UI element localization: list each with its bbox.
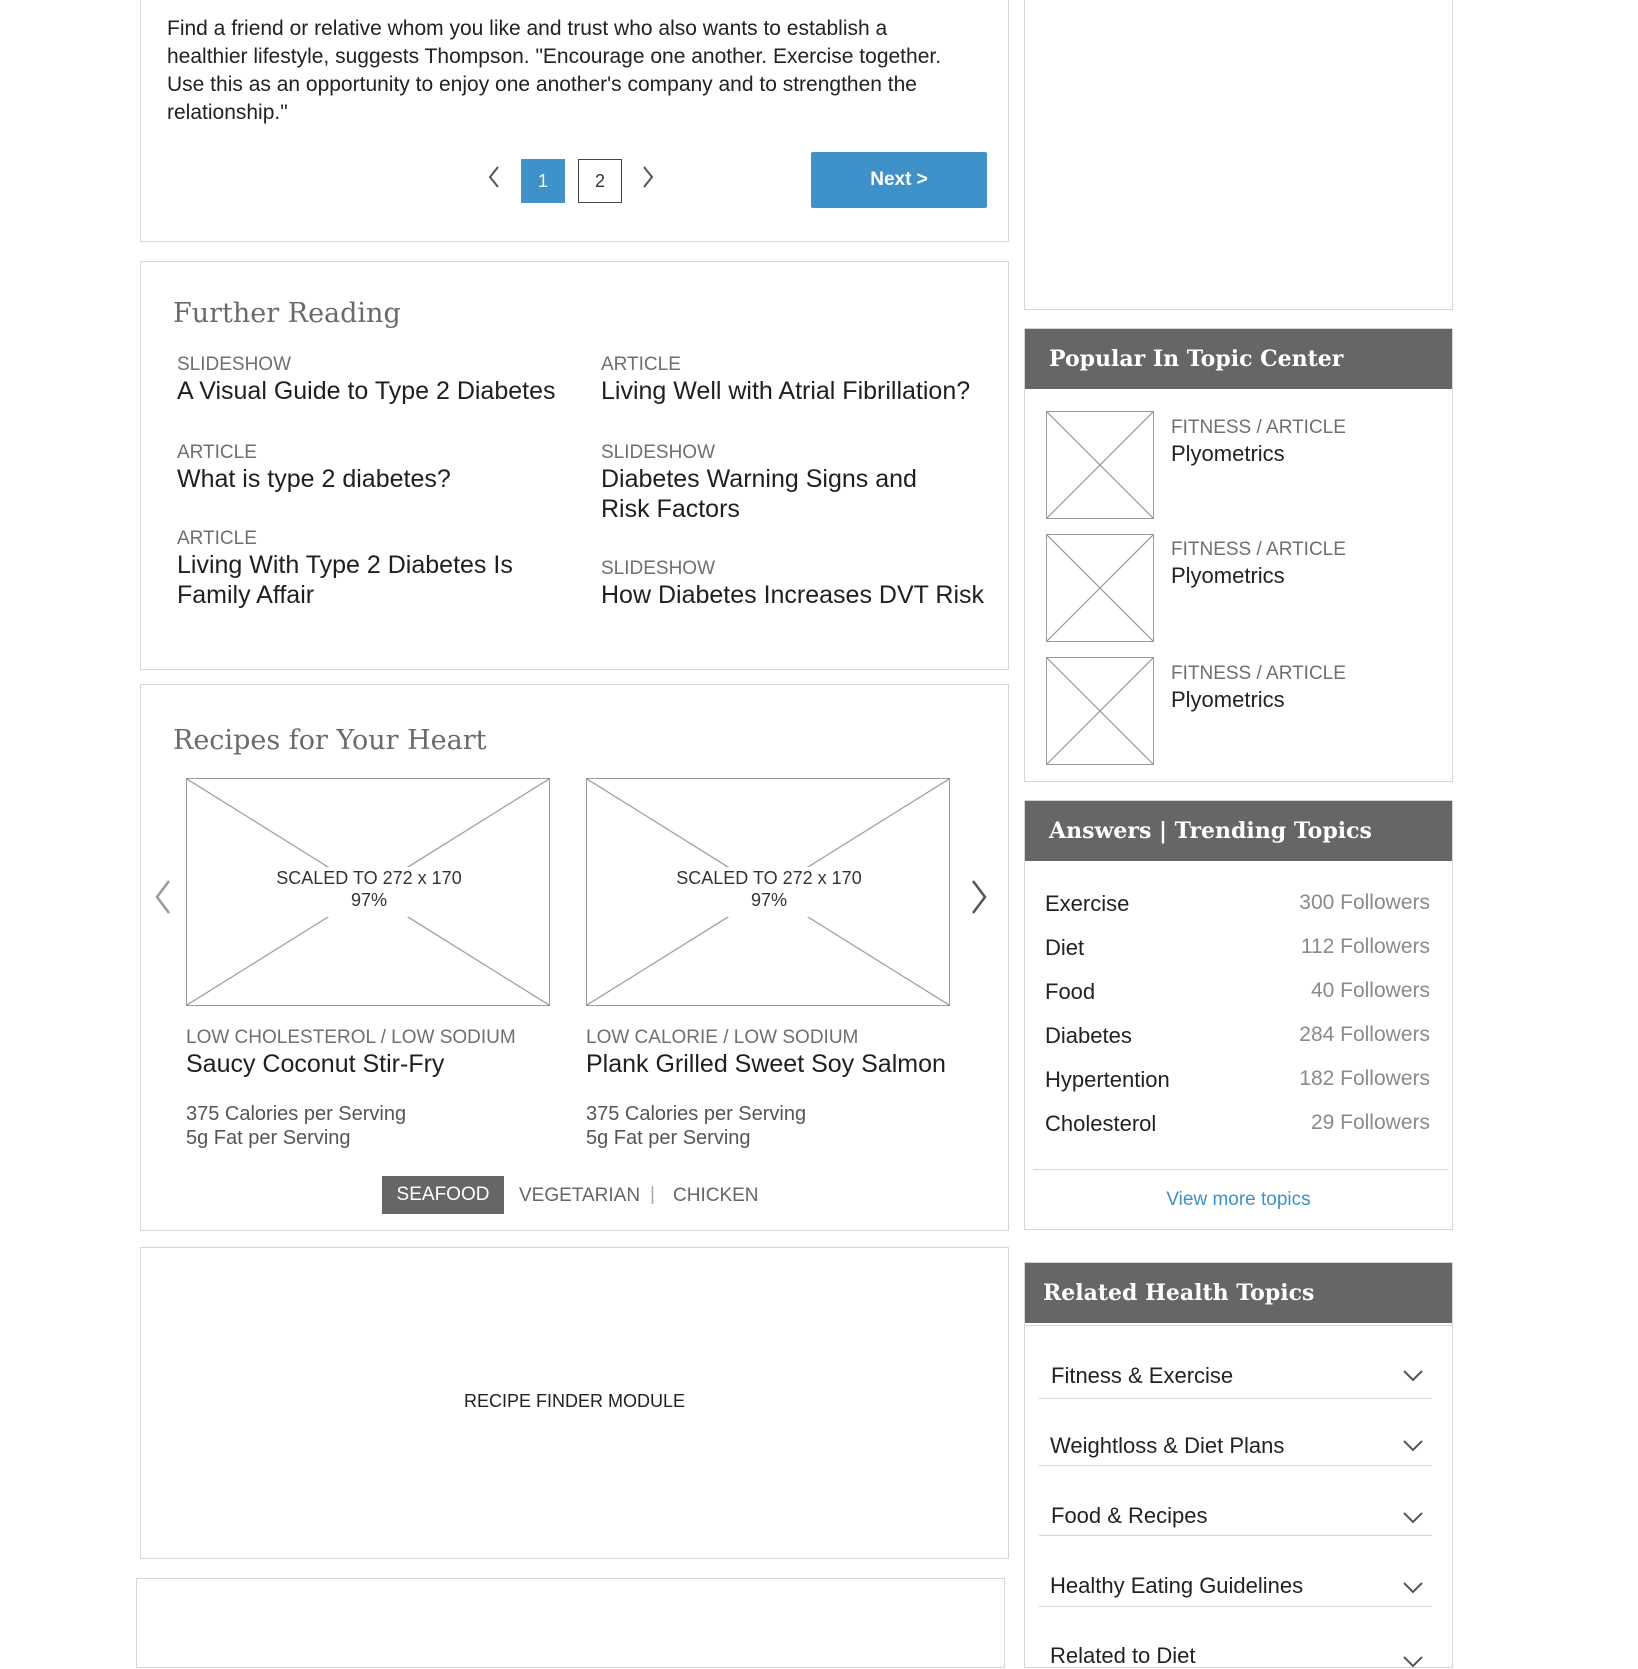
topic-name[interactable]: Diet [1045, 935, 1085, 960]
further-reading-box [140, 261, 1009, 670]
popular-kicker: FITNESS / ARTICLE [1171, 539, 1346, 560]
carousel-next-icon[interactable] [969, 879, 989, 915]
next-button[interactable]: Next > [811, 152, 987, 208]
accordion-label[interactable]: Related to Diet [1050, 1643, 1196, 1668]
popular-title[interactable]: Plyometrics [1171, 687, 1285, 712]
topic-followers: 284 Followers [1299, 1023, 1430, 1046]
topic-name[interactable]: Exercise [1045, 891, 1130, 916]
chevron-down-icon[interactable] [1402, 1655, 1424, 1669]
recipe-finder-module[interactable] [140, 1247, 1009, 1559]
recipe-title[interactable]: Plank Grilled Sweet Soy Salmon [586, 1050, 946, 1078]
recipe-image-placeholder[interactable] [586, 778, 950, 1006]
reading-item-type: SLIDESHOW [601, 558, 716, 579]
reading-item-type: ARTICLE [177, 528, 257, 549]
reading-item-type: ARTICLE [601, 354, 681, 375]
reading-item-type: SLIDESHOW [601, 442, 716, 463]
image-placeholder-icon [1047, 535, 1153, 641]
chevron-down-icon[interactable] [1402, 1581, 1424, 1595]
recipe-calories: 375 Calories per Serving [586, 1103, 807, 1125]
reading-item-title[interactable]: A Visual Guide to Type 2 Diabetes [177, 377, 556, 405]
recipe-tags: LOW CALORIE / LOW SODIUM [586, 1027, 859, 1048]
trending-heading: Answers | Trending Topics [1025, 801, 1452, 861]
chevron-down-icon[interactable] [1402, 1439, 1424, 1453]
reading-item-title[interactable]: How Diabetes Increases DVT Risk [601, 581, 985, 609]
popular-thumbnail[interactable] [1046, 657, 1154, 765]
placeholder-label [669, 867, 869, 917]
accordion-divider [1039, 1398, 1432, 1399]
accordion-label[interactable]: Weightloss & Diet Plans [1050, 1433, 1285, 1458]
popular-box [1024, 328, 1453, 782]
trending-box [1024, 800, 1453, 1230]
accordion-divider [1039, 1465, 1432, 1466]
recipe-fat: 5g Fat per Serving [186, 1127, 351, 1149]
popular-title[interactable]: Plyometrics [1171, 441, 1285, 466]
reading-item-title[interactable]: Living Well with Atrial Fibrillation? [601, 377, 971, 405]
filter-separator: | [650, 1184, 655, 1205]
reading-item-title[interactable]: What is type 2 diabetes? [177, 465, 451, 493]
topic-followers: 300 Followers [1299, 891, 1430, 914]
related-box [1024, 1262, 1453, 1668]
popular-kicker: FITNESS / ARTICLE [1171, 663, 1346, 684]
reading-item-title[interactable]: Living With Type 2 Diabetes Is Family Affair [177, 551, 513, 609]
page-button-2[interactable]: 2 [578, 159, 622, 203]
related-heading: Related Health Topics [1025, 1263, 1452, 1323]
recipe-fat: 5g Fat per Serving [586, 1127, 751, 1149]
image-placeholder-icon [1047, 412, 1153, 518]
accordion-label[interactable]: Fitness & Exercise [1051, 1363, 1234, 1388]
filter-seafood[interactable]: SEAFOOD [382, 1176, 504, 1214]
next-page-icon[interactable] [641, 165, 655, 189]
placeholder-size: SCALED TO 272 x 170 [276, 868, 462, 888]
topic-followers: 112 Followers [1300, 935, 1430, 958]
accordion-label[interactable]: Food & Recipes [1051, 1503, 1208, 1528]
chevron-down-icon[interactable] [1402, 1511, 1424, 1525]
recipe-tags: LOW CHOLESTEROL / LOW SODIUM [186, 1027, 516, 1048]
accordion-divider [1039, 1535, 1432, 1536]
filter-chicken[interactable]: CHICKEN [673, 1185, 759, 1206]
recipe-image-placeholder[interactable] [186, 778, 550, 1006]
recipes-heading: Recipes for Your Heart [173, 725, 487, 756]
recipes-box [140, 684, 1009, 1231]
prev-page-icon[interactable] [487, 165, 501, 189]
topic-name[interactable]: Diabetes [1045, 1023, 1132, 1048]
popular-thumbnail[interactable] [1046, 534, 1154, 642]
reading-item-type: ARTICLE [177, 442, 257, 463]
popular-kicker: FITNESS / ARTICLE [1171, 417, 1346, 438]
popular-title[interactable]: Plyometrics [1171, 563, 1285, 588]
page-button-1[interactable]: 1 [521, 159, 565, 203]
further-reading-heading: Further Reading [173, 298, 401, 329]
recipe-calories: 375 Calories per Serving [186, 1103, 407, 1125]
trending-divider [1033, 1169, 1448, 1170]
view-more-topics-link[interactable]: View more topics [1166, 1189, 1311, 1210]
placeholder-scale: 97% [350, 890, 388, 910]
placeholder-scale: 97% [750, 890, 788, 910]
filter-vegetarian[interactable]: VEGETARIAN [519, 1185, 641, 1206]
carousel-prev-icon[interactable] [153, 879, 173, 915]
popular-heading: Popular In Topic Center [1025, 329, 1452, 389]
chevron-down-icon[interactable] [1402, 1369, 1424, 1383]
placeholder-size: SCALED TO 272 x 170 [676, 868, 862, 888]
article-box [140, 0, 1009, 242]
topic-followers: 29 Followers [1310, 1111, 1430, 1134]
recipe-title[interactable]: Saucy Coconut Stir-Fry [186, 1050, 445, 1078]
placeholder-label [269, 867, 469, 917]
popular-thumbnail[interactable] [1046, 411, 1154, 519]
topic-name[interactable]: Hypertention [1045, 1067, 1170, 1092]
bottom-module [136, 1578, 1005, 1668]
reading-item-type: SLIDESHOW [177, 354, 292, 375]
sidebar-ad-box [1024, 0, 1453, 310]
accordion-label[interactable]: Healthy Eating Guidelines [1050, 1573, 1304, 1598]
topic-name[interactable]: Cholesterol [1045, 1111, 1157, 1136]
accordion-divider [1039, 1606, 1432, 1607]
topic-followers: 40 Followers [1310, 979, 1430, 1002]
topic-name[interactable]: Food [1045, 979, 1096, 1004]
image-placeholder-icon [1047, 658, 1153, 764]
topic-followers: 182 Followers [1299, 1067, 1430, 1090]
article-paragraph: Find a friend or relative whom you like and trust who also wants to establish a healthier lifestyle, suggests Thompson. "Encourage one another. Exercise together. Use this as an opportunity to enjoy one another's company and to strengthen the relationship." [167, 17, 942, 124]
recipe-finder-label: RECIPE FINDER MODULE [463, 1391, 686, 1411]
related-header-underline [1025, 1325, 1452, 1326]
reading-item-title[interactable]: Diabetes Warning Signs and Risk Factors [601, 465, 917, 523]
